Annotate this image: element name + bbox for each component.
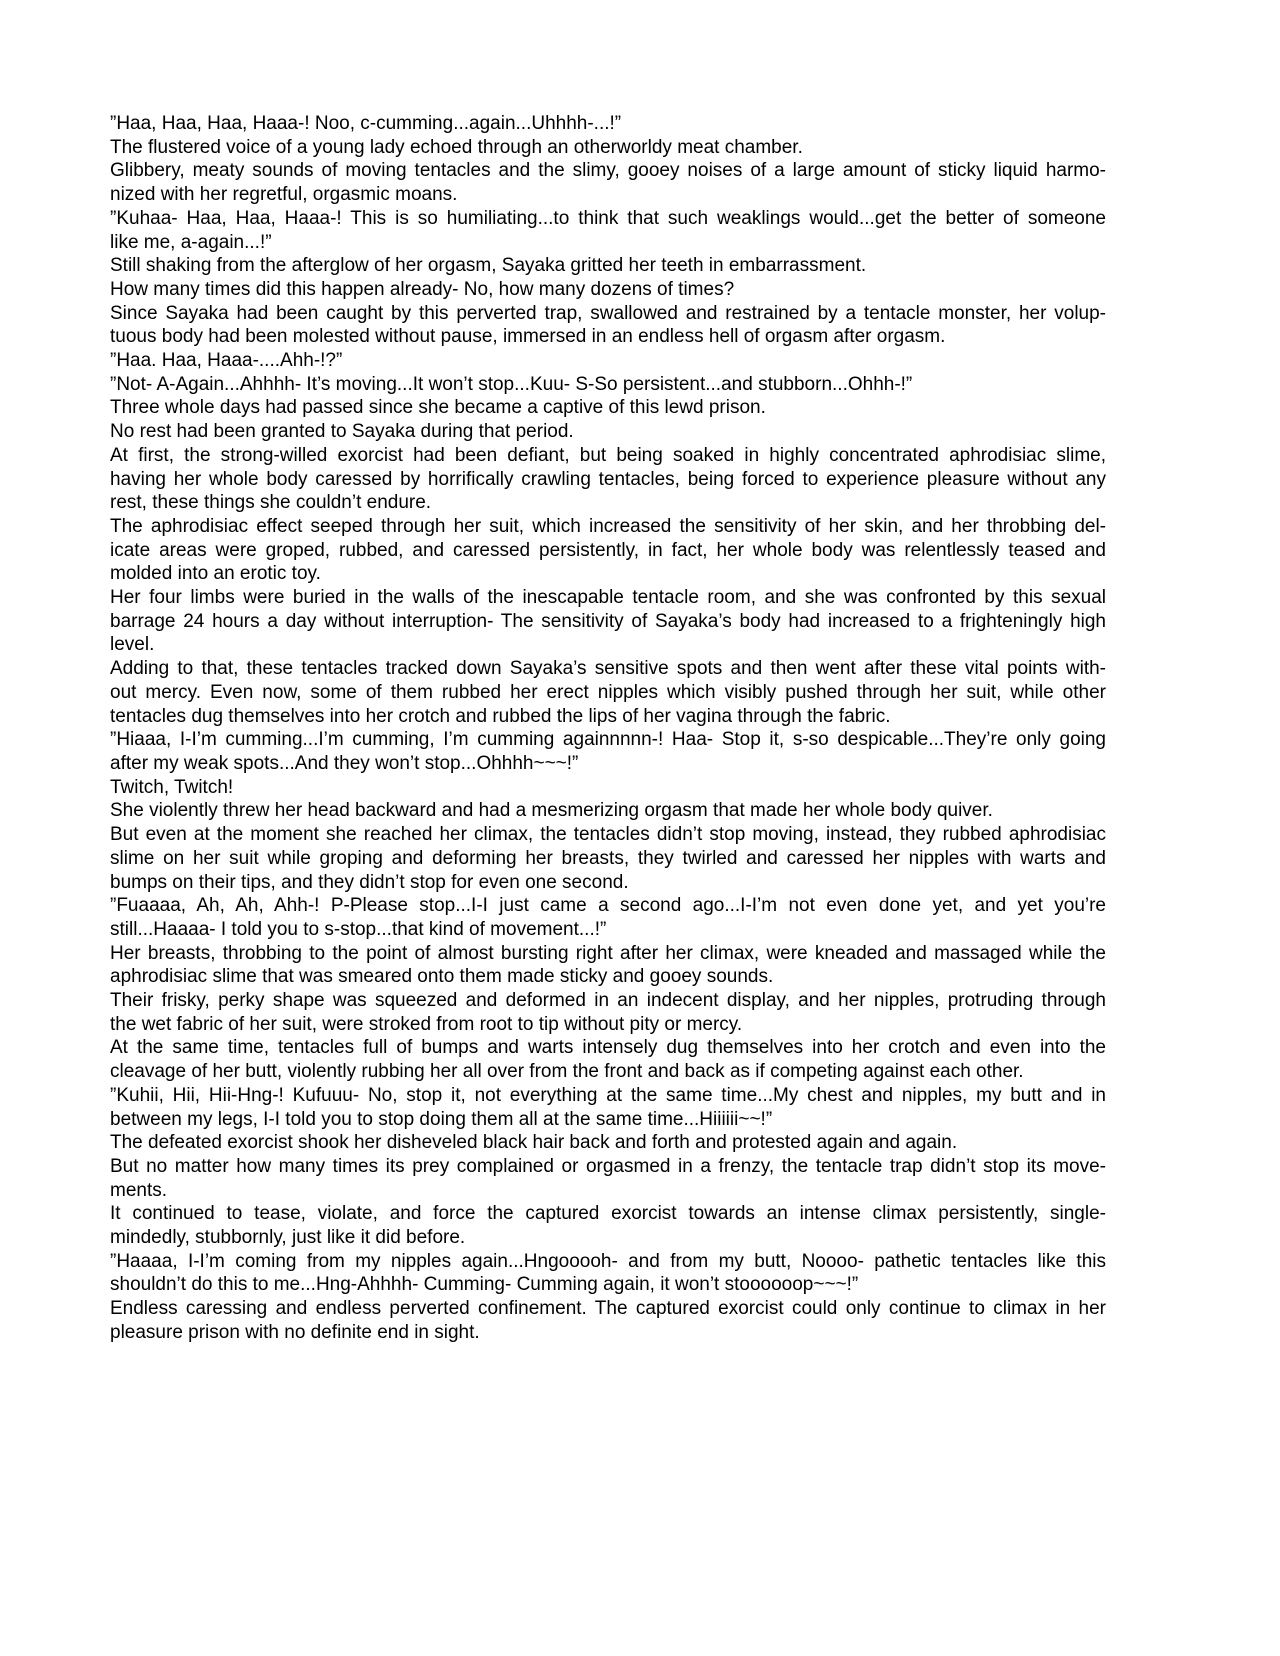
text-line: icate areas were groped, rubbed, and caressed persistently, in fact, her whole body was relentlessly teased and bbox=[110, 539, 1106, 561]
text-line: ”Kuhii, Hii, Hii-Hng-! Kufuuu- No, stop it, not everything at the same time...My chest and nipples, my butt and in bbox=[110, 1084, 1106, 1106]
text-line: ”Haaaa, I-I’m coming from my nipples again...Hngooooh- and from my butt, Noooo- pathetic tentacles like this bbox=[110, 1250, 1106, 1272]
text-line: ”Kuhaa- Haa, Haa, Haaa-! This is so humiliating...to think that such weaklings would...get the better of someone bbox=[110, 207, 1106, 229]
text-line: At the same time, tentacles full of bumps and warts intensely dug themselves into her crotch and even into the bbox=[110, 1037, 1106, 1059]
text-line: Still shaking from the afterglow of her orgasm, Sayaka gritted her teeth in embarrassment. bbox=[110, 255, 867, 277]
text-line: She violently threw her head backward and had a mesmerizing orgasm that made her whole body quiver. bbox=[110, 800, 993, 822]
text-line: No rest had been granted to Sayaka during that period. bbox=[110, 421, 574, 443]
text-line: Adding to that, these tentacles tracked down Sayaka’s sensitive spots and then went after these vital points with- bbox=[110, 658, 1106, 680]
text-line: after my weak spots...And they won’t stop...Ohhhh~~~!” bbox=[110, 752, 579, 774]
text-line: bumps on their tips, and they didn’t stop for even one second. bbox=[110, 871, 629, 893]
story-text-block bbox=[110, 112, 1106, 1345]
text-line: Three whole days had passed since she became a captive of this lewd prison. bbox=[110, 397, 766, 419]
text-line: rest, these things she couldn’t endure. bbox=[110, 492, 432, 514]
text-line: It continued to tease, violate, and force the captured exorcist towards an intense climax persistently, single- bbox=[110, 1203, 1106, 1225]
text-line: tuous body had been molested without pause, immersed in an endless hell of orgasm after orgasm. bbox=[110, 326, 946, 348]
text-line: ”Haa, Haa, Haa, Haaa-! Noo, c-cumming...again...Uhhhh-...!” bbox=[110, 113, 622, 134]
text-line: barrage 24 hours a day without interruption- The sensitivity of Sayaka’s body had increased to a frighteningly high bbox=[110, 610, 1106, 632]
text-line: level. bbox=[110, 634, 155, 656]
text-line: slime on her suit while groping and deforming her breasts, they twirled and caressed her nipples with warts and bbox=[110, 847, 1106, 869]
text-line: But no matter how many times its prey complained or orgasmed in a frenzy, the tentacle trap didn’t stop its move- bbox=[110, 1155, 1106, 1177]
text-line: mindedly, stubbornly, just like it did before. bbox=[110, 1227, 466, 1249]
text-line: nized with her regretful, orgasmic moans. bbox=[110, 184, 458, 206]
text-line: the wet fabric of her suit, were stroked from root to tip without pity or mercy. bbox=[110, 1013, 743, 1035]
text-line: ”Fuaaaa, Ah, Ah, Ahh-! P-Please stop...I-I just came a second ago...I-I’m not even done yet, and yet you’re bbox=[110, 895, 1106, 917]
text-line: ”Hiaaa, I-I’m cumming...I’m cumming, I’m cumming againnnnn-! Haa- Stop it, s-so despicable...They’re only going bbox=[110, 729, 1106, 751]
text-line: out mercy. Even now, some of them rubbed her erect nipples which visibly pushed through her suit, while other bbox=[110, 681, 1106, 703]
text-line: Since Sayaka had been caught by this perverted trap, swallowed and restrained by a tentacle monster, her volup- bbox=[110, 302, 1106, 324]
text-line: The defeated exorcist shook her disheveled black hair back and forth and protested again and again. bbox=[110, 1132, 958, 1154]
text-line: At first, the strong-willed exorcist had been defiant, but being soaked in highly concentrated aphrodisiac slime, bbox=[110, 444, 1106, 466]
text-line: Endless caressing and endless perverted confinement. The captured exorcist could only continue to climax in her bbox=[110, 1298, 1106, 1320]
text-line: having her whole body caressed by horrifically crawling tentacles, being forced to experience pleasure without any bbox=[110, 468, 1106, 490]
text-line: How many times did this happen already- No, how many dozens of times? bbox=[110, 278, 735, 300]
text-line: Her breasts, throbbing to the point of almost bursting right after her climax, were kneaded and massaged while the bbox=[110, 942, 1106, 964]
text-line: The flustered voice of a young lady echoed through an otherworldy meat chamber. bbox=[110, 136, 803, 158]
text-line: But even at the moment she reached her climax, the tentacles didn’t stop moving, instead, they rubbed aphrodisiac bbox=[110, 824, 1106, 846]
text-line: pleasure prison with no definite end in sight. bbox=[110, 1321, 480, 1343]
text-line: like me, a-again...!” bbox=[110, 231, 272, 253]
text-line: ”Not- A-Again...Ahhhh- It’s moving...It won’t stop...Kuu- S-So persistent...and stubborn...Ohhh-!” bbox=[110, 373, 913, 395]
text-line: Her four limbs were buried in the walls of the inescapable tentacle room, and she was confronted by this sexual bbox=[110, 587, 1106, 609]
text-line: tentacles dug themselves into her crotch and rubbed the lips of her vagina through the fabric. bbox=[110, 705, 891, 727]
text-line: molded into an erotic toy. bbox=[110, 563, 321, 585]
text-line: Glibbery, meaty sounds of moving tentacles and the slimy, gooey noises of a large amount of sticky liquid harmo- bbox=[110, 160, 1106, 182]
text-line: ments. bbox=[110, 1179, 168, 1201]
text-line: between my legs, I-I told you to stop doing them all at the same time...Hiiiiii~~!” bbox=[110, 1108, 773, 1130]
text-line: cleavage of her butt, violently rubbing her all over from the front and back as if competing against each other. bbox=[110, 1061, 1024, 1083]
text-line: The aphrodisiac effect seeped through her suit, which increased the sensitivity of her skin, and her throbbing del- bbox=[110, 515, 1106, 537]
text-line: ”Haa. Haa, Haaa-....Ahh-!?” bbox=[110, 350, 343, 372]
text-line: Twitch, Twitch! bbox=[110, 776, 234, 798]
text-line: shouldn’t do this to me...Hng-Ahhhh- Cumming- Cumming again, it won’t stoooooop~~~!” bbox=[110, 1274, 859, 1296]
text-line: still...Haaaa- I told you to s-stop...that kind of movement...!” bbox=[110, 918, 607, 940]
text-line: aphrodisiac slime that was smeared onto them made sticky and gooey sounds. bbox=[110, 966, 774, 988]
text-line: Their frisky, perky shape was squeezed and deformed in an indecent display, and her nipples, protruding through bbox=[110, 990, 1106, 1012]
